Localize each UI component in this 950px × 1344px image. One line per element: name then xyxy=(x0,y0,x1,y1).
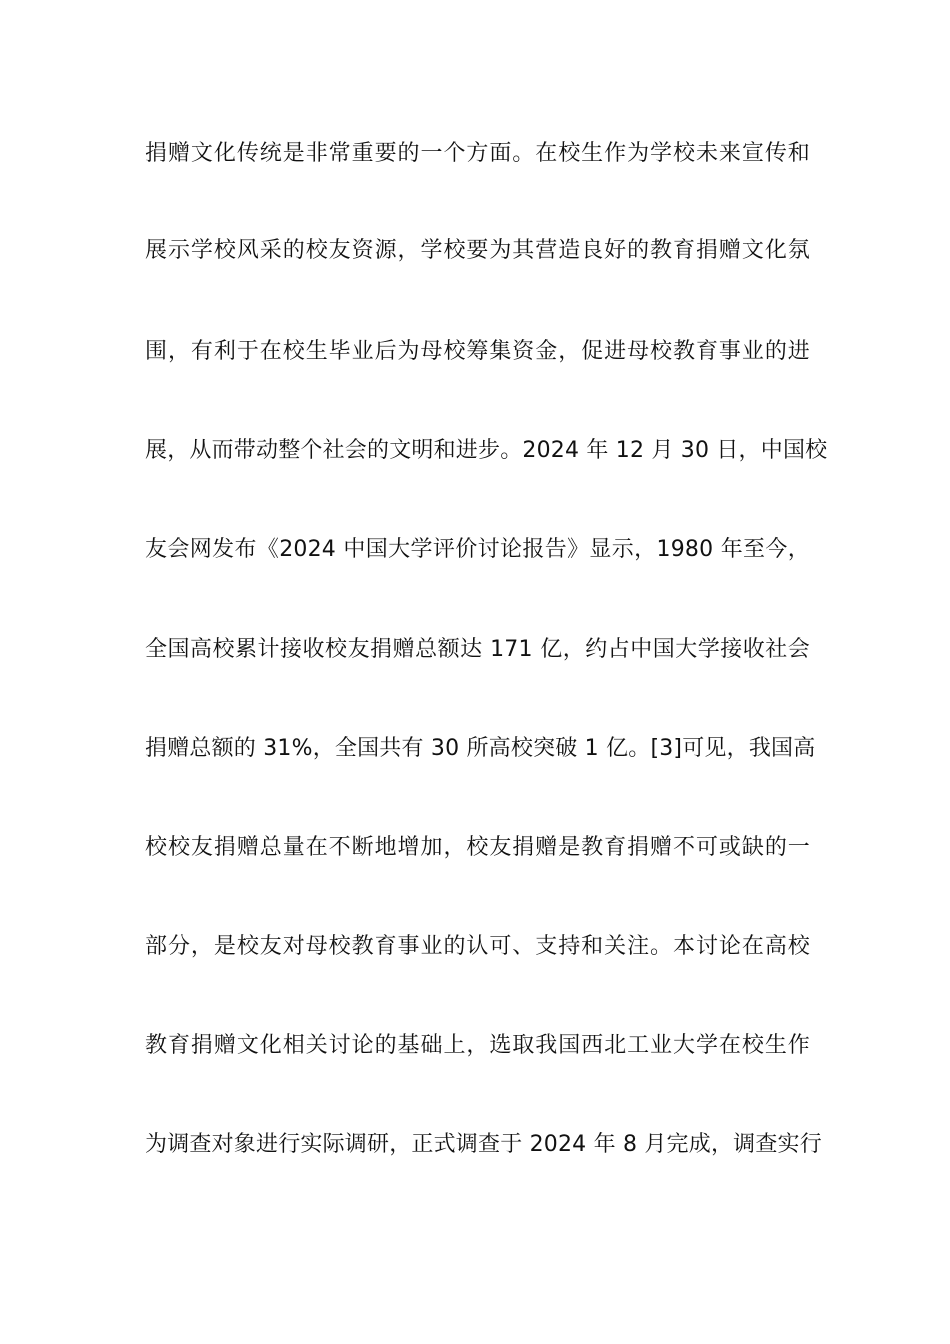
text-line: 展，从而带动整个社会的文明和进步。2024 年 12 月 30 日，中国校 xyxy=(145,438,828,463)
text-line: 捐赠总额的 31%，全国共有 30 所高校突破 1 亿。[3]可见，我国高 xyxy=(145,736,816,761)
text-line: 为调查对象进行实际调研，正式调查于 2024 年 8 月完成，调查实行 xyxy=(145,1132,822,1157)
text-line: 教育捐赠文化相关讨论的基础上，选取我国西北工业大学在校生作 xyxy=(145,1033,810,1058)
text-line: 校校友捐赠总量在不断地增加，校友捐赠是教育捐赠不可或缺的一 xyxy=(145,835,810,860)
text-line: 友会网发布《2024 中国大学评价讨论报告》显示，1980 年至今， xyxy=(145,537,810,562)
text-line: 捐赠文化传统是非常重要的一个方面。在校生作为学校未来宣传和 xyxy=(145,141,810,166)
text-line: 全国高校累计接收校友捐赠总额达 171 亿，约占中国大学接收社会 xyxy=(145,637,810,662)
text-line: 围，有利于在校生毕业后为母校筹集资金，促进母校教育事业的进 xyxy=(145,339,810,364)
text-line: 部分，是校友对母校教育事业的认可、支持和关注。本讨论在高校 xyxy=(145,934,810,959)
text-line: 展示学校风采的校友资源，学校要为其营造良好的教育捐赠文化氛 xyxy=(145,238,810,263)
